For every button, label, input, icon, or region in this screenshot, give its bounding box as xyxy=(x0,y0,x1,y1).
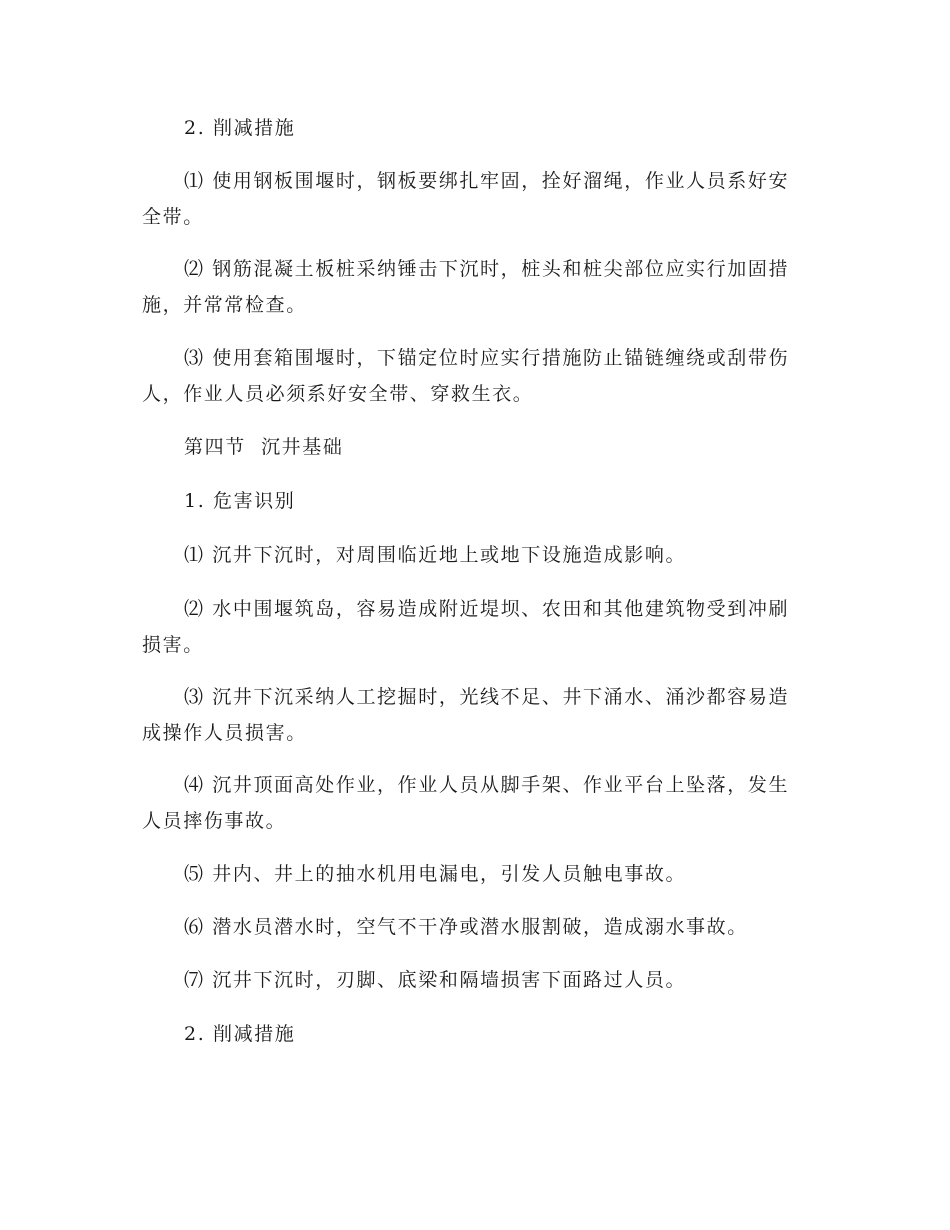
chapter-heading: 第四节 沉井基础 xyxy=(184,436,344,458)
paragraph-item-3: ⑶ 使用套箱围堰时，下锚定位时应实行措施防止锚链缠绕或刮带伤人，作业人员必须系好安全带、穿救生衣。 xyxy=(142,347,790,405)
paragraph-item-1: ⑴ 沉井下沉时，对周围临近地上或地下设施造成影响。 xyxy=(184,544,687,566)
paragraph-item-2: ⑵ 水中围堰筑岛，容易造成附近堤坝、农田和其他建筑物受到冲刷损害。 xyxy=(142,598,790,656)
paragraph-item-5: ⑸ 井内、井上的抽水机用电漏电，引发人员触电事故。 xyxy=(184,863,687,885)
section-heading-mitigation: 2. 削减措施 xyxy=(184,117,296,139)
section-heading-hazard: 1. 危害识别 xyxy=(184,490,296,512)
paragraph-item-7: ⑺ 沉井下沉时，刃脚、底梁和隔墙损害下面路过人员。 xyxy=(184,969,687,991)
section-heading-mitigation: 2. 削减措施 xyxy=(184,1023,296,1045)
paragraph-item-2: ⑵ 钢筋混凝土板桩采纳锤击下沉时，桩头和桩尖部位应实行加固措施，并常常检查。 xyxy=(142,258,790,316)
paragraph-item-4: ⑷ 沉井顶面高处作业，作业人员从脚手架、作业平台上坠落，发生人员摔伤事故。 xyxy=(142,774,790,832)
paragraph-item-6: ⑹ 潜水员潜水时，空气不干净或潜水服割破，造成溺水事故。 xyxy=(184,916,748,938)
paragraph-item-3: ⑶ 沉井下沉采纳人工挖掘时，光线不足、井下涌水、涌沙都容易造成操作人员损害。 xyxy=(142,686,790,744)
paragraph-item-1: ⑴ 使用钢板围堰时，钢板要绑扎牢固，拴好溜绳，作业人员系好安全带。 xyxy=(142,170,790,228)
